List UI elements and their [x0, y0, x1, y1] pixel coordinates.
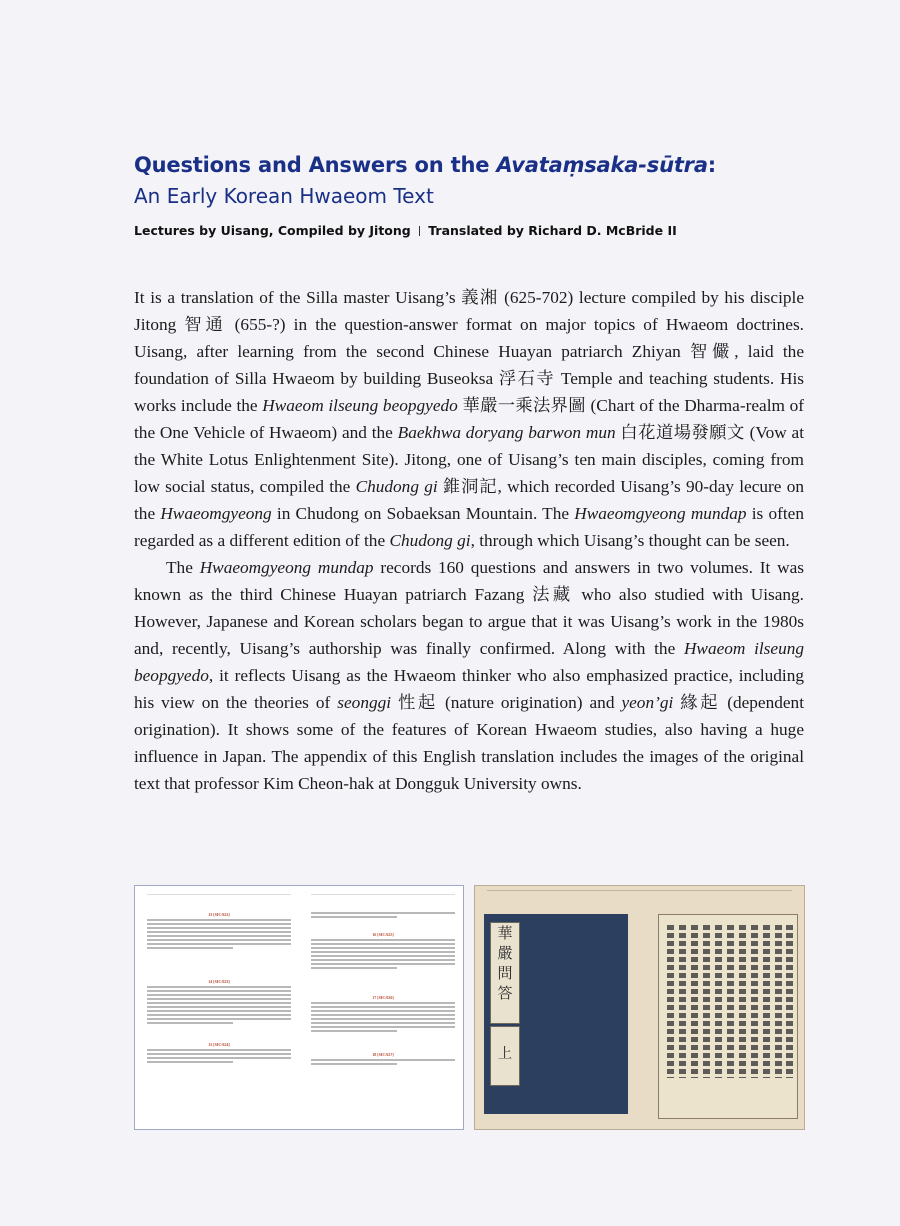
text-run: 白花道場發願文 (Vow at the White Lotus Enlightenment Site). Jitong, one of Uisang’s ten main disciples, coming from low social status, compiled the	[134, 423, 805, 496]
thumbnail-page-right	[311, 894, 455, 1123]
byline-separator	[419, 226, 421, 236]
byline	[134, 223, 834, 238]
translation-page-thumbnail	[134, 885, 464, 1130]
body-text	[134, 284, 804, 797]
thumbnail-section-heading: 13 [SIC/622]	[208, 912, 230, 917]
byline-authors: Lectures by Uisang, Compiled by Jitong	[134, 223, 411, 238]
italic-title-run: seonggi	[337, 693, 392, 712]
italic-title-run: Hwaeomgyeong mundap	[574, 504, 747, 523]
byline-translator: Translated by Richard D. McBride II	[428, 223, 677, 238]
cover-volume-label: 上	[490, 1026, 520, 1086]
italic-title-run: Hwaeomgyeong	[160, 504, 272, 523]
text-run: is often regarded as a different edition of the	[134, 504, 804, 550]
text-run: , through which Uisang’s thought can be seen.	[470, 531, 790, 550]
italic-title-run: Chudong gi	[389, 531, 471, 550]
paragraph-2	[134, 554, 804, 797]
thumbnail-section-heading: 14 [SIC/623]	[208, 979, 230, 984]
book-cover-image	[484, 914, 628, 1114]
text-run: 錐洞記, which recorded Uisang’s 90-day lecure on the	[134, 477, 804, 523]
thumbnail-section-heading: 16 [SIC/625]	[372, 932, 394, 937]
text-run: It is a translation of the Silla master Uisang’s 義湘 (625-702) lecture compiled by his disciple Jitong 智通 (655-?) in the question-answer format on major topics of Hwaeom doctrines. Uisang, after learning from the second Chinese Huayan patriarch Zhiyan 智儼, laid the foundation of Silla Hwaeom by building Buseoksa 浮石寺 Temple and teaching students. His works include the	[134, 288, 804, 415]
original-text-thumbnail	[474, 885, 805, 1130]
text-run: , it reflects Uisang as the Hwaeom thinker who also emphasized practice, including his view on the theories of	[134, 666, 804, 712]
thumbnail-section-heading: 15 [SIC/624]	[208, 1042, 230, 1047]
title-block	[134, 150, 834, 211]
text-run: 性起 (nature origination) and	[391, 693, 622, 712]
text-run: in Chudong on Sobaeksan Mountain. The	[271, 504, 575, 523]
page-title: Questions and Answers on the Avataṃsaka-sūtra:	[134, 153, 716, 177]
text-run: 華嚴一乘法界圖 (Chart of the Dharma-realm of the One Vehicle of Hwaeom) and the	[134, 396, 805, 442]
thumbnail-section-heading: 18 [SIC/627]	[372, 1052, 394, 1057]
text-run: records 160 questions and answers in two volumes. It was known as the third Chinese Huayan patriarch Fazang 法藏 who also studied with Uisang. However, Japanese and Korean scholars began to argue that it was Uisang’s work in the 1980s and, recently, Uisang’s authorship was finally confirmed. Along with the	[134, 558, 805, 658]
manuscript-page-image	[658, 914, 798, 1119]
text-run: 緣起 (dependent origination). It shows some of the features of Korean Hwaeom studies, also having a huge influence in Japan. The appendix of this English translation includes the images of the original text that professor Kim Cheon-hak at Dongguk University owns.	[134, 693, 804, 793]
thumbnail-section-heading: 17 [SIC/626]	[372, 995, 394, 1000]
italic-title-run: Hwaeom ilseung beopgyedo	[262, 396, 458, 415]
italic-title-run: Chudong gi	[355, 477, 438, 496]
thumbnail-page-left	[147, 894, 291, 1123]
italic-title-run: Hwaeom ilseung beopgyedo	[134, 639, 804, 685]
paragraph-1	[134, 284, 804, 554]
italic-title-run: Baekhwa doryang barwon mun	[397, 423, 616, 442]
italic-title-run: yeon’gi	[621, 693, 674, 712]
cover-title-label: 華嚴問答	[490, 922, 520, 1024]
page-subtitle: An Early Korean Hwaeom Text	[134, 184, 434, 208]
italic-title-run: Hwaeomgyeong mundap	[199, 558, 374, 577]
text-run: The	[166, 558, 200, 577]
